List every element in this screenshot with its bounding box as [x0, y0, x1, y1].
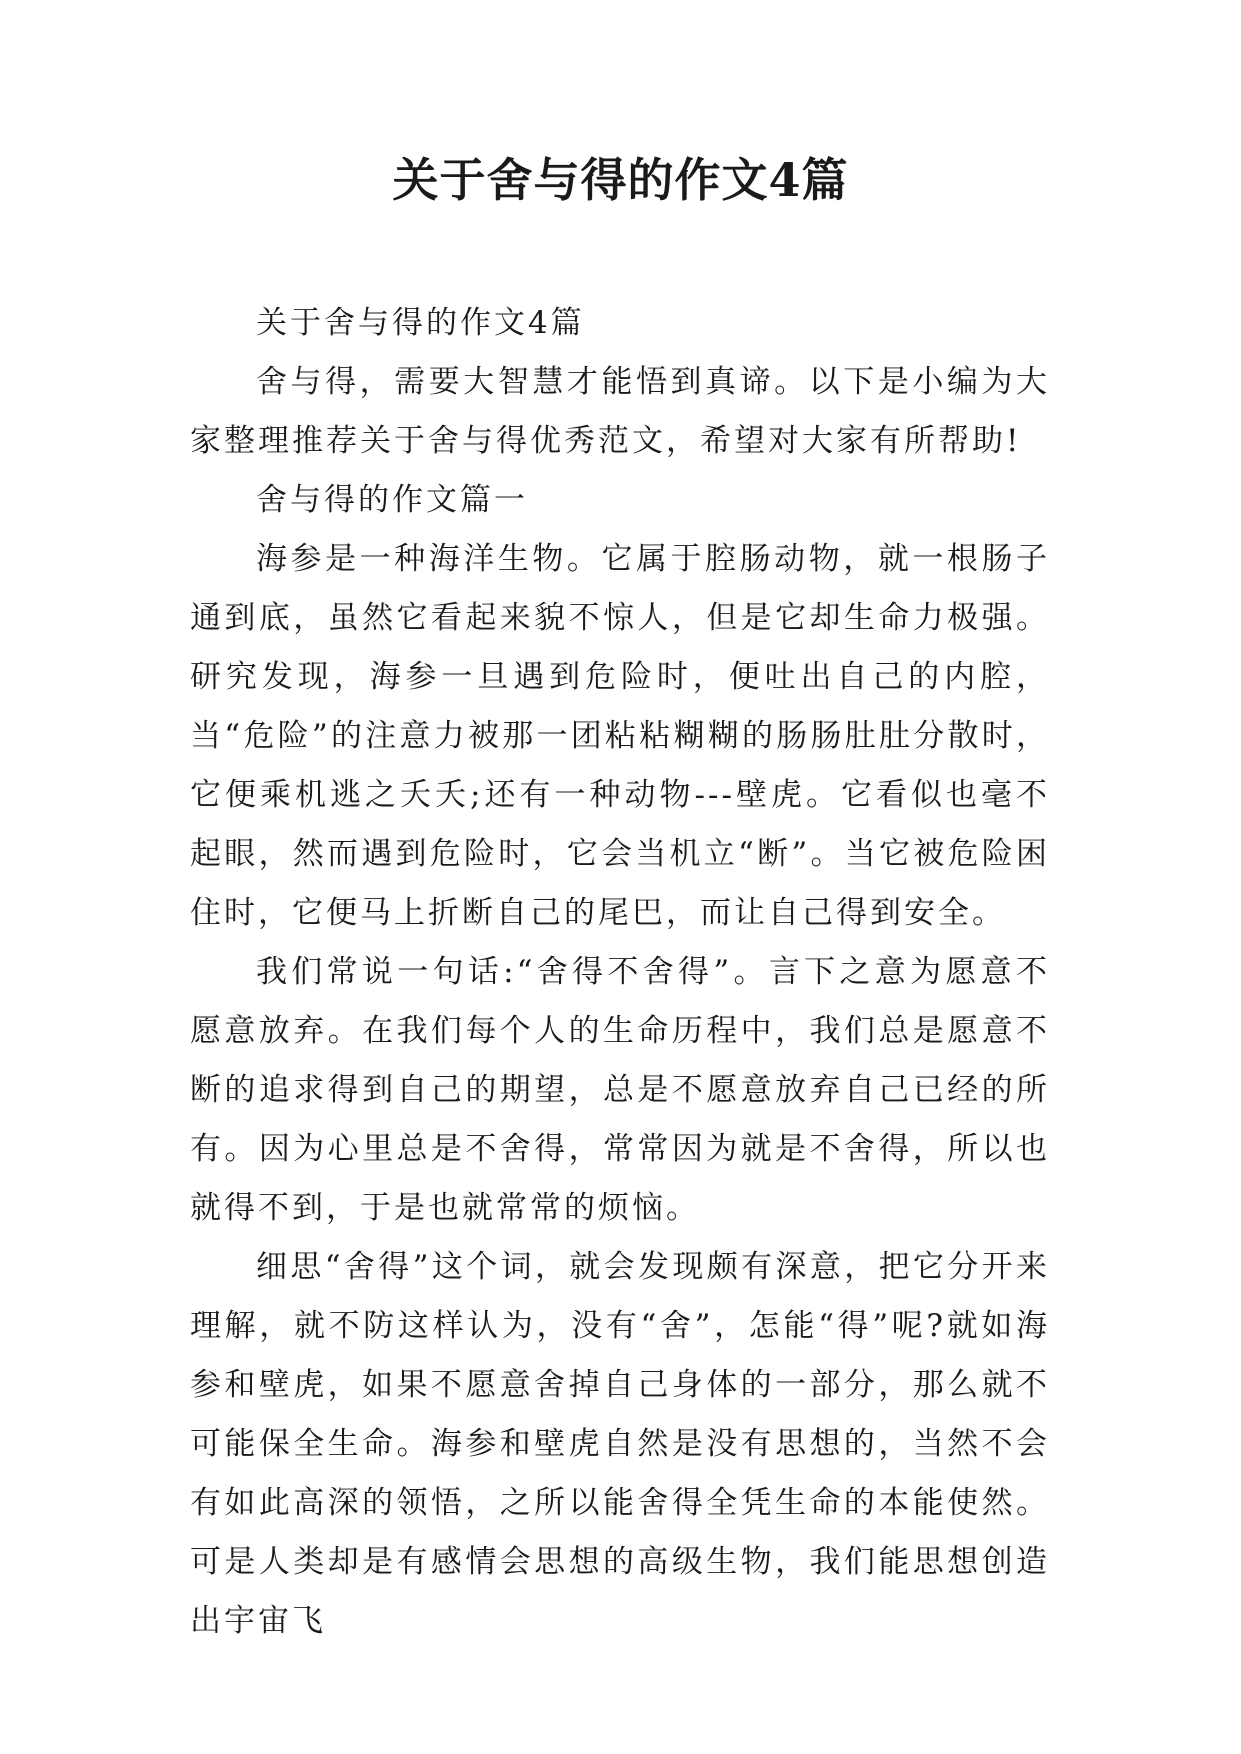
paragraph-sea-cucumber: 海参是一种海洋生物。它属于腔肠动物，就一根肠子通到底，虽然它看起来貌不惊人，但是它却生命力极强。研究发现，海参一旦遇到危险时，便吐出自己的内腔，当“危险”的注意力被那一团粘粘糊糊的肠肠肚肚分散时，它便乘机逃之夭夭;还有一种动物---壁虎。它看似也毫不起眼，然而遇到危险时，它会当机立“断”。当它被危险困住时，它便马上折断自己的尾巴，而让自己得到安全。: [190, 541, 1050, 931]
paragraph-intro: 舍与得，需要大智慧才能悟到真谛。以下是小编为大家整理推荐关于舍与得优秀范文，希望对大家有所帮助!: [190, 364, 1050, 459]
section-heading: 舍与得的作文篇一: [256, 482, 528, 518]
paragraph-heading: 关于舍与得的作文4篇: [256, 305, 585, 341]
paragraph-saying: 我们常说一句话:“舍得不舍得”。言下之意为愿意不愿意放弃。在我们每个人的生命历程中，我们总是愿意不断的追求得到自己的期望，总是不愿意放弃自己已经的所有。因为心里总是不舍得，常常因为就是不舍得，所以也就得不到，于是也就常常的烦恼。: [190, 954, 1050, 1226]
document-title: 关于舍与得的作文4篇: [392, 153, 849, 207]
paragraph-reflection: 细思“舍得”这个词，就会发现颇有深意，把它分开来理解，就不防这样认为，没有“舍”，怎能“得”呢?就如海参和壁虎，如果不愿意舍掉自己身体的一部分，那么就不可能保全生命。海参和壁虎自然是没有思想的，当然不会有如此高深的领悟，之所以能舍得全凭生命的本能使然。可是人类却是有感情会思想的高级生物，我们能思想创造出宇宙飞: [190, 1249, 1050, 1639]
document-body: [190, 294, 1050, 1651]
